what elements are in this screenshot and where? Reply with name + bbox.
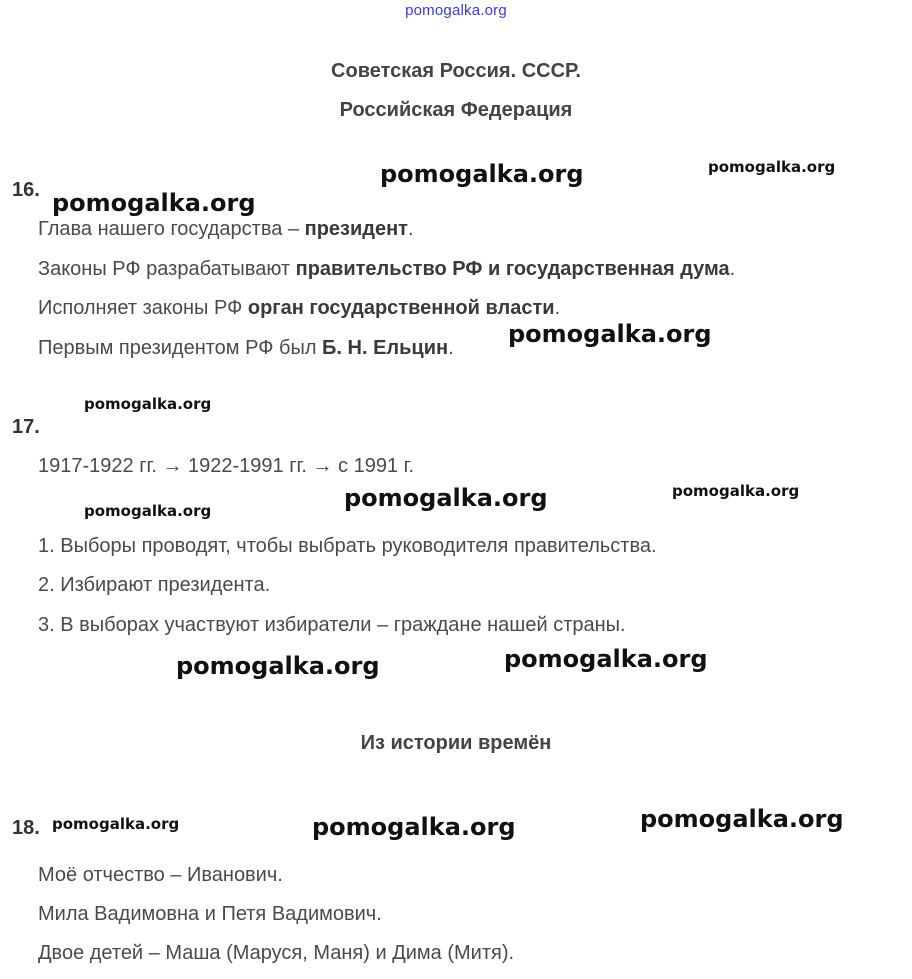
- task16-line-3: [38, 297, 560, 320]
- watermark-text: pomogalka.org: [380, 160, 584, 188]
- text: Глава нашего государства –: [38, 218, 305, 240]
- task18-line-3: Двое детей – Маша (Маруся, Маня) и Дима (Митя).: [38, 942, 515, 964]
- watermark-text: pomogalka.org: [84, 502, 212, 520]
- text: .: [729, 258, 736, 280]
- task-number-17: 17.: [12, 416, 40, 438]
- text: .: [407, 218, 414, 240]
- task17-item-3: 3. В выборах участвуют избиратели – граждане нашей страны.: [38, 614, 626, 636]
- text: Исполняет законы РФ: [38, 297, 248, 319]
- watermark-text: pomogalka.org: [640, 805, 844, 833]
- watermark-text: pomogalka.org: [52, 189, 256, 217]
- task-number-18: 18.: [12, 817, 40, 839]
- task18-line-1: Моё отчество – Иванович.: [38, 864, 283, 886]
- answer: Б. Н. Ельцин: [322, 337, 449, 359]
- task18-line-2: Мила Вадимовна и Петя Вадимович.: [38, 903, 382, 925]
- task17-item-2: 2. Избирают президента.: [38, 574, 271, 596]
- watermark-text: pomogalka.org: [508, 320, 712, 348]
- watermark-text: pomogalka.org: [84, 395, 212, 413]
- watermark-text: pomogalka.org: [344, 484, 548, 512]
- task17-item-1: 1. Выборы проводят, чтобы выбрать руководителя правительства.: [38, 535, 657, 557]
- answer: правительство РФ и государственная дума: [295, 258, 730, 280]
- answer: президент: [304, 218, 408, 240]
- task16-line-2: [38, 258, 735, 281]
- top-site-link[interactable]: pomogalka.org: [405, 2, 507, 19]
- watermark-text: pomogalka.org: [708, 158, 836, 176]
- heading-russian-federation: Российская Федерация: [339, 99, 573, 121]
- text: Первым президентом РФ был: [38, 337, 323, 359]
- task16-line-4: [38, 337, 454, 360]
- watermark-text: pomogalka.org: [52, 815, 180, 833]
- watermark-text: pomogalka.org: [176, 652, 380, 680]
- heading-history-times: Из истории времён: [360, 732, 552, 754]
- watermark-text: pomogalka.org: [504, 645, 708, 673]
- text: .: [448, 337, 454, 359]
- task17-timeline: 1917-1922 гг. → 1922-1991 гг. → с 1991 г.: [38, 455, 415, 477]
- watermark-text: pomogalka.org: [312, 813, 516, 841]
- answer: орган государственной власти: [247, 297, 555, 319]
- task-number-16: 16.: [12, 179, 40, 201]
- text: Законы РФ разрабатывают: [38, 258, 296, 280]
- task16-line-1: [38, 218, 414, 241]
- heading-soviet-russia: Советская Россия. СССР.: [331, 60, 581, 82]
- text: .: [554, 297, 561, 319]
- watermark-text: pomogalka.org: [672, 482, 800, 500]
